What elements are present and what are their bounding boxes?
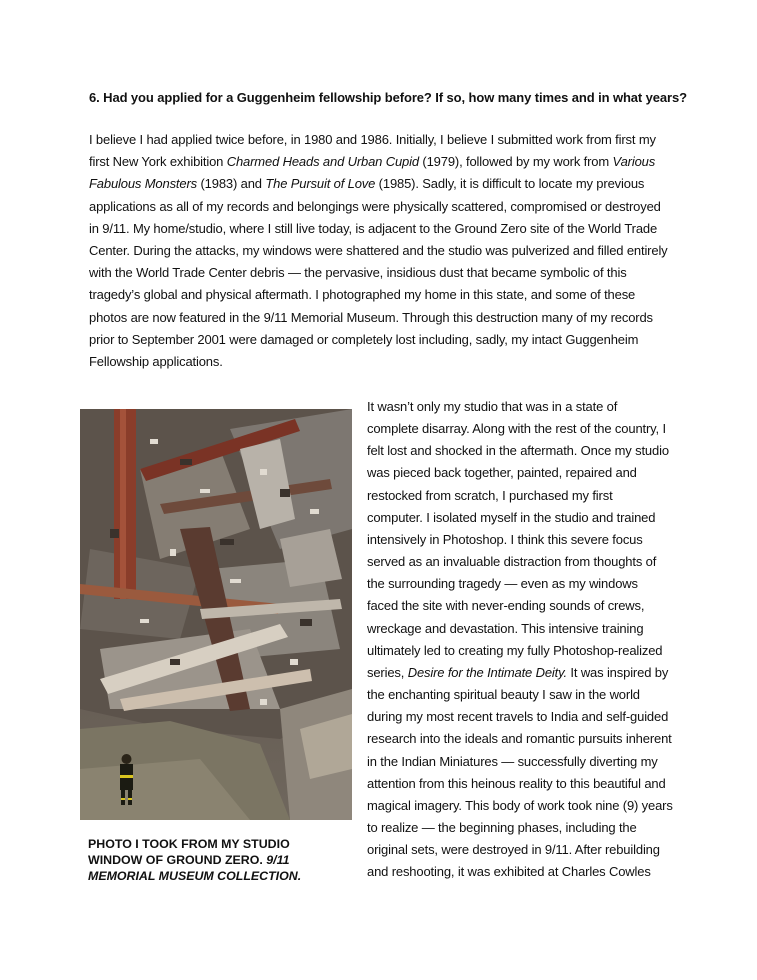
text-line: tragedy’s global and physical aftermath. I photographed my home in this state, and some of these <box>89 287 636 303</box>
text-line: during my most recent travels to India and self-guided <box>367 709 669 725</box>
text-line: It wasn’t only my studio that was in a state of <box>367 399 618 414</box>
body-paragraph-1 <box>89 129 669 373</box>
text-line: ultimately led to creating my fully Photoshop-realized <box>367 642 663 658</box>
text-line: I believe I had applied twice before, in 1980 and 1986. Initially, I believe I submitted work from first my <box>89 132 656 147</box>
text-line: restocked from scratch, I purchased my first <box>367 487 613 503</box>
text-line: was pieced back together, painted, repaired and <box>367 465 637 481</box>
caption-line: PHOTO I TOOK FROM MY STUDIO <box>88 837 290 851</box>
text-line: complete disarray. Along with the rest of the country, I <box>367 421 666 437</box>
text-line: in 9/11. My home/studio, where I still live today, is adjacent to the Ground Zero site of the World Trade <box>89 220 658 236</box>
text-line: wreckage and devastation. This intensive training <box>367 620 644 636</box>
caption-line: WINDOW OF GROUND ZERO. 9/11 <box>88 853 290 867</box>
exhibition-title: The Pursuit of Love <box>265 176 376 192</box>
text-line: research into the ideals and romantic pursuits inherent <box>367 731 672 747</box>
caption-line: MEMORIAL MUSEUM COLLECTION. <box>88 869 302 883</box>
text-line: intensively in Photoshop. I think this severe focus <box>367 531 643 547</box>
text-line: to realize — the beginning phases, including the <box>367 819 637 835</box>
text-line: the enchanting spiritual beauty I saw in the world <box>367 687 640 703</box>
series-title: Desire for the Intimate Deity. <box>407 664 567 680</box>
text-line: series, Desire for the Intimate Deity. It was inspired by <box>367 664 669 680</box>
text-line: in the Indian Miniatures — successfully diverting my <box>367 753 658 769</box>
text-line: felt lost and shocked in the aftermath. Once my studio <box>367 443 669 459</box>
text-line: served as an invaluable distraction from thoughts of <box>367 554 657 570</box>
text-line: computer. I isolated myself in the studio and trained <box>367 509 656 525</box>
body-paragraph-2 <box>367 396 673 883</box>
text-line: Fabulous Monsters (1983) and The Pursuit of Love (1985). Sadly, it is difficult to locate my previous <box>89 176 645 192</box>
text-line: Fellowship applications. <box>89 354 223 370</box>
text-line: prior to September 2001 were damaged or completely lost including, sadly, my intact Guggenheim <box>89 331 639 347</box>
text-line: faced the site with never-ending sounds of crews, <box>367 598 645 614</box>
question-heading: 6. Had you applied for a Guggenheim fellowship before? If so, how many times and in what years? <box>89 90 687 105</box>
exhibition-title: Fabulous Monsters <box>89 176 198 192</box>
text-line: attention from this heinous reality to this beautiful and <box>367 775 666 791</box>
text-line: magical imagery. This body of work took nine (9) years <box>367 797 673 813</box>
text-line: applications as all of my records and belongings were physically scattered, compromised or destroyed <box>89 198 661 214</box>
text-line: Center. During the attacks, my windows were shattered and the studio was pulverized and filled entirely <box>89 243 668 259</box>
exhibition-title: Charmed Heads and Urban Cupid <box>226 154 419 170</box>
photo-caption <box>88 836 358 884</box>
text-line: the surrounding tragedy — even as my windows <box>367 576 638 592</box>
text-line: and reshooting, it was exhibited at Charles Cowles <box>367 864 651 880</box>
text-line: photos are now featured in the 9/11 Memorial Museum. Through this destruction many of my records <box>89 309 653 325</box>
ground-zero-photo <box>80 409 352 820</box>
exhibition-title: Various <box>612 154 656 170</box>
text-line: first New York exhibition Charmed Heads and Urban Cupid (1979), followed by my work from Various <box>89 154 656 170</box>
text-line: original sets, were destroyed in 9/11. After rebuilding <box>367 842 660 858</box>
text-line: with the World Trade Center debris — the pervasive, insidious dust that became symbolic of this <box>89 265 627 281</box>
